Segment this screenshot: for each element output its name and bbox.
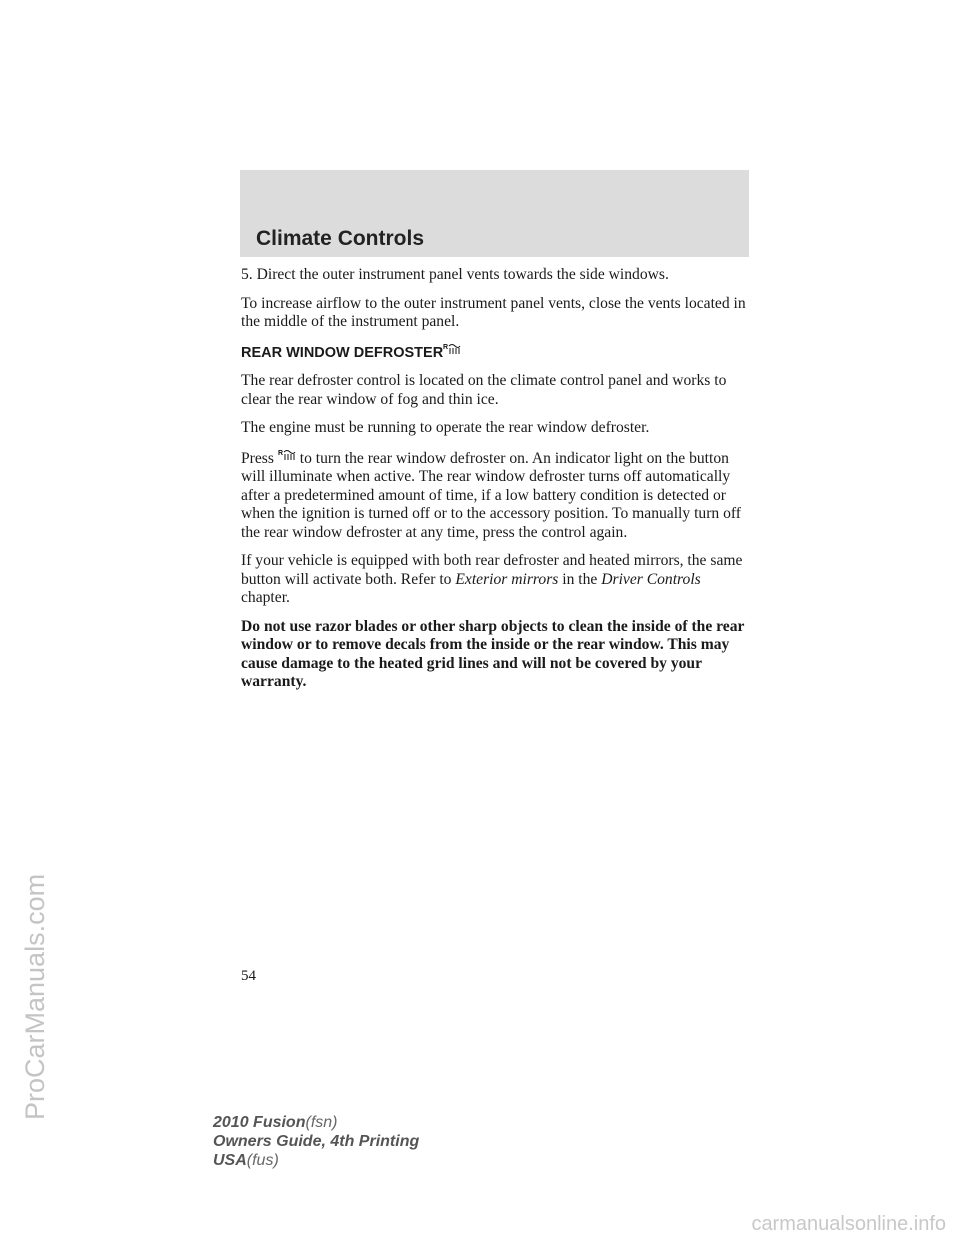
press-defroster-paragraph (241, 448, 751, 543)
section-heading-text: REAR WINDOW DEFROSTER (241, 344, 444, 361)
bottom-watermark: carmanualsonline.info (751, 1213, 946, 1235)
defroster-location-paragraph: The rear defroster control is located on the climate control panel and works to clear the rear window of fog and thin ice. (241, 372, 727, 408)
defrost-inline-icon-letter: R (277, 449, 283, 457)
footer-model: 2010 Fusion (213, 1114, 306, 1131)
engine-running-paragraph: The engine must be running to operate the rear window defroster. (241, 419, 650, 436)
page-number: 54 (241, 968, 256, 984)
footer-model-code: (fsn) (305, 1114, 338, 1131)
step-5-text: 5. Direct the outer instrument panel vents towards the side windows. (241, 266, 669, 283)
side-watermark: ProCarManuals.com (20, 873, 50, 1120)
chapter-header-band (240, 170, 749, 257)
rear-defrost-icon (443, 342, 461, 355)
footer-line-3 (213, 1151, 419, 1170)
heated-mirrors-text-a: If your vehicle is equipped with both rear defroster and heated mirrors, the same button will activate both. Refer to (241, 552, 743, 588)
driver-controls-reference: Driver Controls (601, 570, 701, 588)
footer-market: USA (213, 1152, 247, 1169)
rear-defrost-inline-icon (278, 448, 296, 461)
heated-mirrors-text-c: chapter. (241, 589, 290, 606)
footer-line-1 (213, 1113, 419, 1132)
exterior-mirrors-reference: Exterior mirrors (455, 570, 559, 588)
press-rest-text: to turn the rear window defroster on. An indicator light on the button will illuminate when active. The rear window defroster turns off automatically after a predetermined amount of time, if a low battery condition is detected or when the ignition is turned off or to the accessory position. To manually turn off the rear window defroster at any time, press the control again. (241, 449, 741, 541)
footer-market-code: (fus) (246, 1152, 279, 1169)
defrost-icon-letter: R (443, 343, 449, 351)
page-content (241, 266, 751, 702)
footer-line-2: Owners Guide, 4th Printing (213, 1133, 420, 1150)
chapter-title: Climate Controls (256, 227, 425, 250)
airflow-paragraph: To increase airflow to the outer instrument panel vents, close the vents located in the middle of the instrument panel. (241, 294, 746, 330)
press-prefix: Press (241, 449, 274, 467)
heated-mirrors-paragraph (241, 552, 751, 608)
footer (213, 1113, 419, 1170)
warning-paragraph: Do not use razor blades or other sharp objects to clean the inside of the rear window or to remove decals from the inside or the rear window. This may cause damage to the heated grid lines and will not be covered by your warranty. (241, 617, 745, 690)
section-heading (241, 342, 751, 363)
heated-mirrors-text-b: in the (562, 570, 598, 588)
